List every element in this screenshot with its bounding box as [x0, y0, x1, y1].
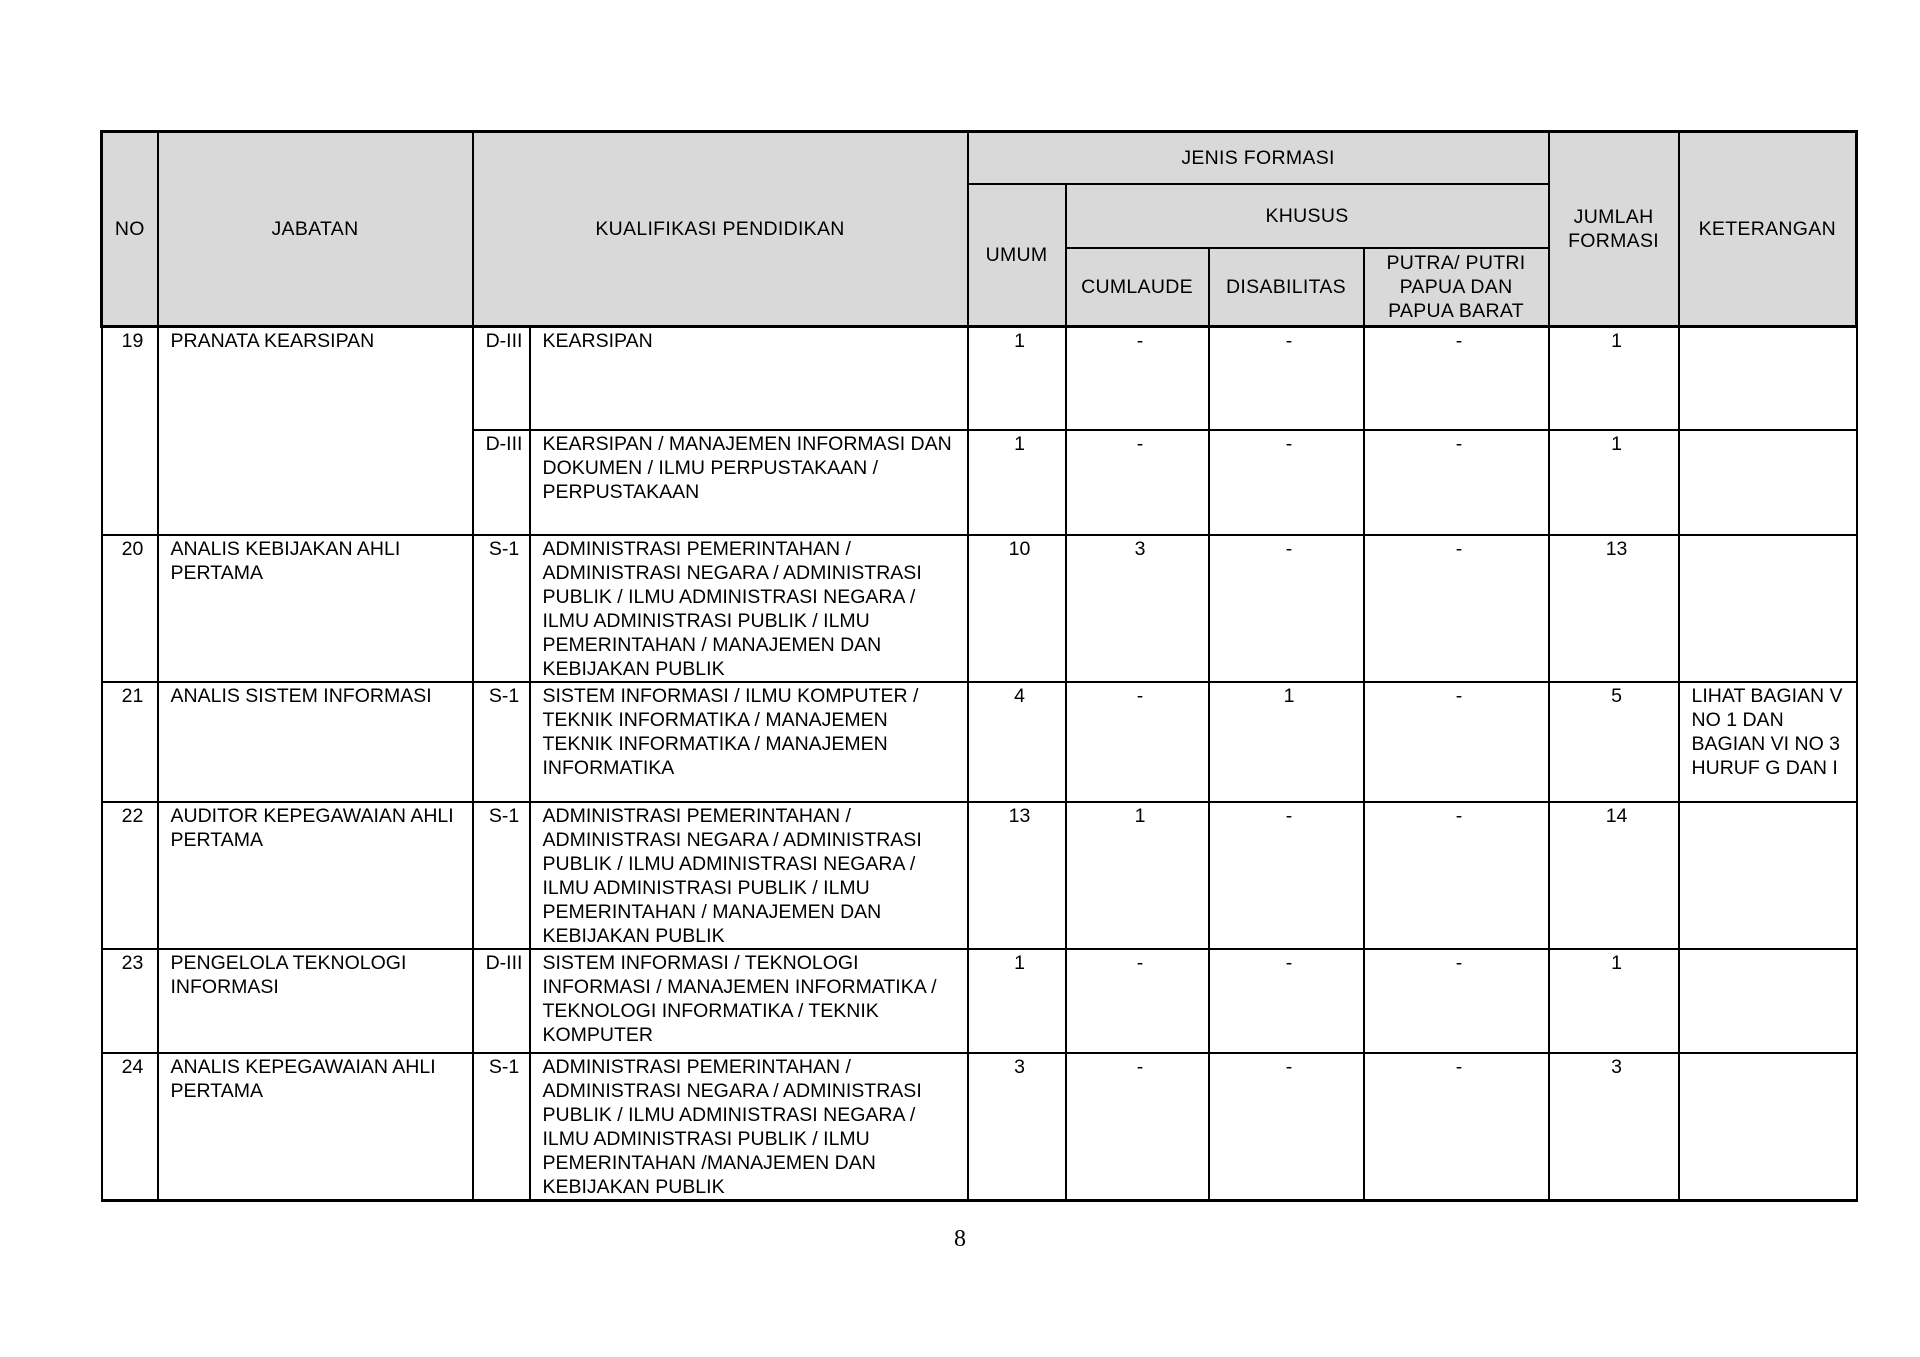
- row-keterangan: [1679, 326, 1857, 430]
- row-umum: 1: [968, 949, 1066, 1053]
- row-jabatan: PENGELOLA TEKNOLOGI INFORMASI: [158, 949, 473, 1053]
- table-row: [102, 535, 1857, 682]
- page-number: 8: [954, 1226, 966, 1252]
- header-jenis-formasi: JENIS FORMASI: [968, 132, 1549, 184]
- row-umum: 1: [968, 326, 1066, 430]
- row-level: D-III: [473, 949, 530, 1053]
- row-pendidikan: KEARSIPAN / MANAJEMEN INFORMASI DAN DOKUMEN / ILMU PERPUSTAKAAN / PERPUSTAKAAN: [530, 430, 968, 535]
- header-no: NO: [102, 132, 158, 327]
- table-header: [102, 132, 1857, 327]
- row-disabilitas: -: [1209, 802, 1364, 949]
- row-putra-putri: -: [1364, 535, 1549, 682]
- row-no: 21: [102, 682, 158, 802]
- row-keterangan: [1679, 802, 1857, 949]
- row-pendidikan: SISTEM INFORMASI / ILMU KOMPUTER / TEKNIK INFORMATIKA / MANAJEMEN TEKNIK INFORMATIKA / MANAJEMEN INFORMATIKA: [530, 682, 968, 802]
- header-kualifikasi-pendidikan: KUALIFIKASI PENDIDIKAN: [473, 132, 968, 327]
- row-pendidikan: ADMINISTRASI PEMERINTAHAN / ADMINISTRASI NEGARA / ADMINISTRASI PUBLIK / ILMU ADMINISTRASI NEGARA / ILMU ADMINISTRASI PUBLIK / ILMU PEMERINTAHAN /MANAJEMEN DAN KEBIJAKAN PUBLIK: [530, 1053, 968, 1201]
- row-jumlah: 14: [1549, 802, 1679, 949]
- row-jumlah: 13: [1549, 535, 1679, 682]
- row-no: 20: [102, 535, 158, 682]
- row-putra-putri: -: [1364, 682, 1549, 802]
- row-putra-putri: -: [1364, 430, 1549, 535]
- row-cumlaude: -: [1066, 326, 1209, 430]
- row-disabilitas: -: [1209, 1053, 1364, 1201]
- header-disabilitas: DISABILITAS: [1209, 248, 1364, 327]
- row-jumlah: 3: [1549, 1053, 1679, 1201]
- row-disabilitas: -: [1209, 535, 1364, 682]
- row-level: D-III: [473, 326, 530, 430]
- row-no: 19: [102, 326, 158, 535]
- header-keterangan: KETERANGAN: [1679, 132, 1857, 327]
- row-level: S-1: [473, 535, 530, 682]
- row-jabatan: PRANATA KEARSIPAN: [158, 326, 473, 535]
- row-keterangan: [1679, 430, 1857, 535]
- row-level: S-1: [473, 682, 530, 802]
- row-no: 22: [102, 802, 158, 949]
- row-putra-putri: -: [1364, 949, 1549, 1053]
- formasi-table: [100, 130, 1858, 1202]
- row-cumlaude: -: [1066, 430, 1209, 535]
- row-umum: 1: [968, 430, 1066, 535]
- header-cumlaude: CUMLAUDE: [1066, 248, 1209, 327]
- row-pendidikan: SISTEM INFORMASI / TEKNOLOGI INFORMASI / MANAJEMEN INFORMATIKA / TEKNOLOGI INFORMATIKA / TEKNIK KOMPUTER: [530, 949, 968, 1053]
- row-jabatan: ANALIS KEBIJAKAN AHLI PERTAMA: [158, 535, 473, 682]
- header-khusus: KHUSUS: [1066, 184, 1549, 248]
- table-row: [102, 1053, 1857, 1201]
- row-level: S-1: [473, 1053, 530, 1201]
- row-cumlaude: -: [1066, 682, 1209, 802]
- header-jumlah-formasi: JUMLAH FORMASI: [1549, 132, 1679, 327]
- row-cumlaude: -: [1066, 1053, 1209, 1201]
- row-jabatan: AUDITOR KEPEGAWAIAN AHLI PERTAMA: [158, 802, 473, 949]
- row-keterangan: [1679, 1053, 1857, 1201]
- header-umum: UMUM: [968, 184, 1066, 327]
- table-body: [102, 326, 1857, 1201]
- row-no: 23: [102, 949, 158, 1053]
- table-row: [102, 949, 1857, 1053]
- row-jabatan: ANALIS KEPEGAWAIAN AHLI PERTAMA: [158, 1053, 473, 1201]
- table-row: [102, 802, 1857, 949]
- row-pendidikan: ADMINISTRASI PEMERINTAHAN / ADMINISTRASI NEGARA / ADMINISTRASI PUBLIK / ILMU ADMINISTRASI NEGARA / ILMU ADMINISTRASI PUBLIK / ILMU PEMERINTAHAN / MANAJEMEN DAN KEBIJAKAN PUBLIK: [530, 802, 968, 949]
- row-jabatan: ANALIS SISTEM INFORMASI: [158, 682, 473, 802]
- row-cumlaude: 3: [1066, 535, 1209, 682]
- table-row: [102, 326, 1857, 430]
- row-jumlah: 1: [1549, 430, 1679, 535]
- row-level: D-III: [473, 430, 530, 535]
- row-putra-putri: -: [1364, 326, 1549, 430]
- table-row: [102, 682, 1857, 802]
- row-umum: 3: [968, 1053, 1066, 1201]
- row-putra-putri: -: [1364, 1053, 1549, 1201]
- row-cumlaude: 1: [1066, 802, 1209, 949]
- row-putra-putri: -: [1364, 802, 1549, 949]
- row-umum: 10: [968, 535, 1066, 682]
- row-disabilitas: -: [1209, 949, 1364, 1053]
- row-jumlah: 1: [1549, 326, 1679, 430]
- row-no: 24: [102, 1053, 158, 1201]
- header-putra-putri-papua: PUTRA/ PUTRI PAPUA DAN PAPUA BARAT: [1364, 248, 1549, 327]
- row-pendidikan: ADMINISTRASI PEMERINTAHAN / ADMINISTRASI NEGARA / ADMINISTRASI PUBLIK / ILMU ADMINISTRASI NEGARA / ILMU ADMINISTRASI PUBLIK / ILMU PEMERINTAHAN / MANAJEMEN DAN KEBIJAKAN PUBLIK: [530, 535, 968, 682]
- header-jabatan: JABATAN: [158, 132, 473, 327]
- row-disabilitas: -: [1209, 326, 1364, 430]
- row-jumlah: 1: [1549, 949, 1679, 1053]
- row-keterangan: LIHAT BAGIAN V NO 1 DAN BAGIAN VI NO 3 HURUF G DAN I: [1679, 682, 1857, 802]
- row-umum: 13: [968, 802, 1066, 949]
- row-level: S-1: [473, 802, 530, 949]
- row-jumlah: 5: [1549, 682, 1679, 802]
- row-umum: 4: [968, 682, 1066, 802]
- row-keterangan: [1679, 949, 1857, 1053]
- row-cumlaude: -: [1066, 949, 1209, 1053]
- row-pendidikan: KEARSIPAN: [530, 326, 968, 430]
- row-keterangan: [1679, 535, 1857, 682]
- row-disabilitas: -: [1209, 430, 1364, 535]
- row-disabilitas: 1: [1209, 682, 1364, 802]
